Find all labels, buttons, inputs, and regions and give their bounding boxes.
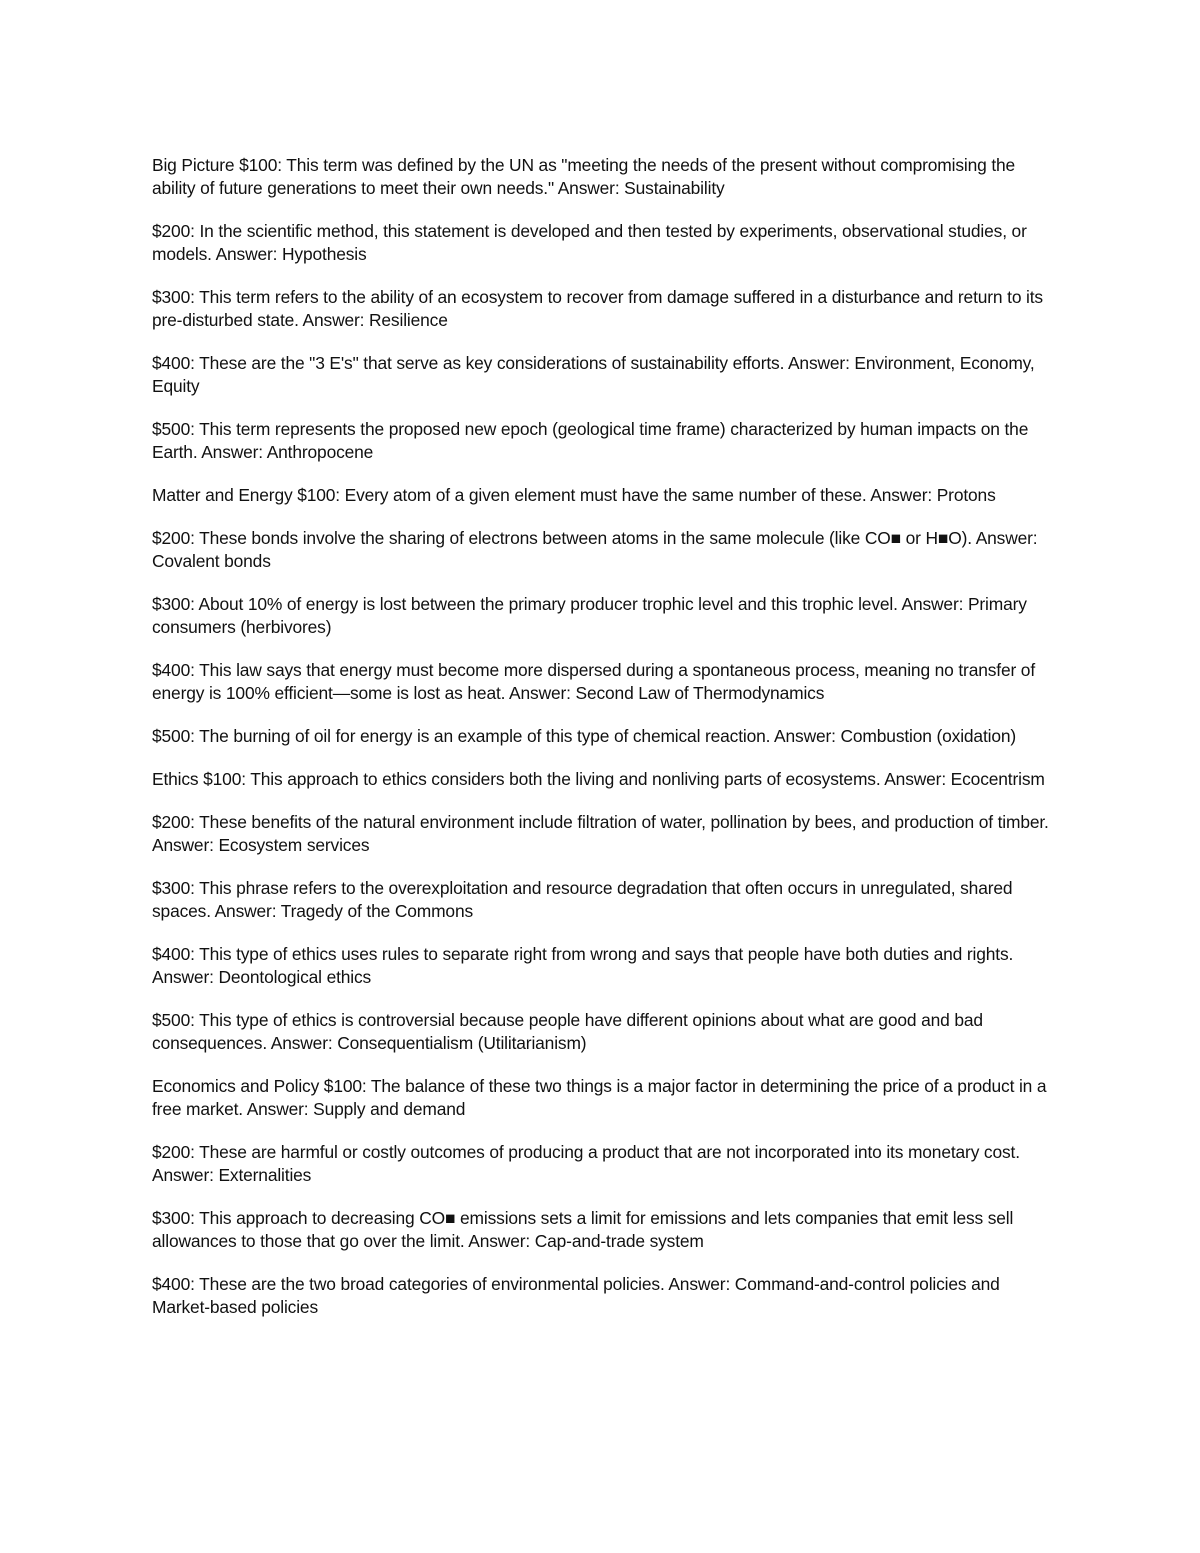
paragraph-matter-energy-100: Matter and Energy $100: Every atom of a given element must have the same number of these. Answer: Protons [152, 485, 996, 505]
paragraph-economics-policy-100: Economics and Policy $100: The balance of these two things is a major factor in determining the price of a product in a free market. Answer: Supply and demand [152, 1076, 1047, 1119]
paragraph-big-picture-200: $200: In the scientific method, this statement is developed and then tested by experiments, observational studies, or models. Answer: Hypothesis [152, 221, 1027, 264]
document-body [152, 154, 1057, 1339]
paragraph-matter-energy-500: $500: The burning of oil for energy is an example of this type of chemical reaction. Answer: Combustion (oxidation) [152, 726, 1017, 746]
paragraph-big-picture-500: $500: This term represents the proposed new epoch (geological time frame) characterized by human impacts on the Earth. Answer: Anthropocene [152, 419, 1029, 462]
paragraph-matter-energy-300: $300: About 10% of energy is lost between the primary producer trophic level and this trophic level. Answer: Primary consumers (herbivores) [152, 594, 1027, 637]
paragraph-ethics-300: $300: This phrase refers to the overexploitation and resource degradation that often occurs in unregulated, shared spaces. Answer: Tragedy of the Commons [152, 878, 1013, 921]
paragraph-big-picture-100: Big Picture $100: This term was defined by the UN as "meeting the needs of the present without compromising the ability of future generations to meet their own needs." Answer: Sustainability [152, 155, 1016, 198]
paragraph-ethics-100: Ethics $100: This approach to ethics considers both the living and nonliving parts of ecosystems. Answer: Ecocentrism [152, 769, 1045, 789]
paragraph-matter-energy-200: $200: These bonds involve the sharing of electrons between atoms in the same molecule (like CO■ or H■O). Answer: Covalent bonds [152, 528, 1038, 571]
paragraph-economics-policy-200: $200: These are harmful or costly outcomes of producing a product that are not incorporated into its monetary cost. Answer: Externalities [152, 1142, 1020, 1185]
paragraph-ethics-200: $200: These benefits of the natural environment include filtration of water, pollination by bees, and production of timber. Answer: Ecosystem services [152, 812, 1049, 855]
paragraph-economics-policy-300: $300: This approach to decreasing CO■ emissions sets a limit for emissions and lets companies that emit less sell allowances to those that go over the limit. Answer: Cap-and-trade system [152, 1208, 1014, 1251]
paragraph-big-picture-400: $400: These are the "3 E's" that serve as key considerations of sustainability efforts. Answer: Environment, Economy, Equity [152, 353, 1035, 396]
paragraph-matter-energy-400: $400: This law says that energy must become more dispersed during a spontaneous process, meaning no transfer of energy is 100% efficient—some is lost as heat. Answer: Second Law of Thermodynamics [152, 660, 1036, 703]
paragraph-big-picture-300: $300: This term refers to the ability of an ecosystem to recover from damage suffered in a disturbance and return to its pre-disturbed state. Answer: Resilience [152, 287, 1043, 330]
paragraph-ethics-500: $500: This type of ethics is controversial because people have different opinions about what are good and bad consequences. Answer: Consequentialism (Utilitarianism) [152, 1010, 983, 1053]
paragraph-economics-policy-400: $400: These are the two broad categories of environmental policies. Answer: Command-and-control policies and Market-based policies [152, 1274, 1000, 1317]
paragraph-ethics-400: $400: This type of ethics uses rules to separate right from wrong and says that people have both duties and rights. Answer: Deontological ethics [152, 944, 1014, 987]
